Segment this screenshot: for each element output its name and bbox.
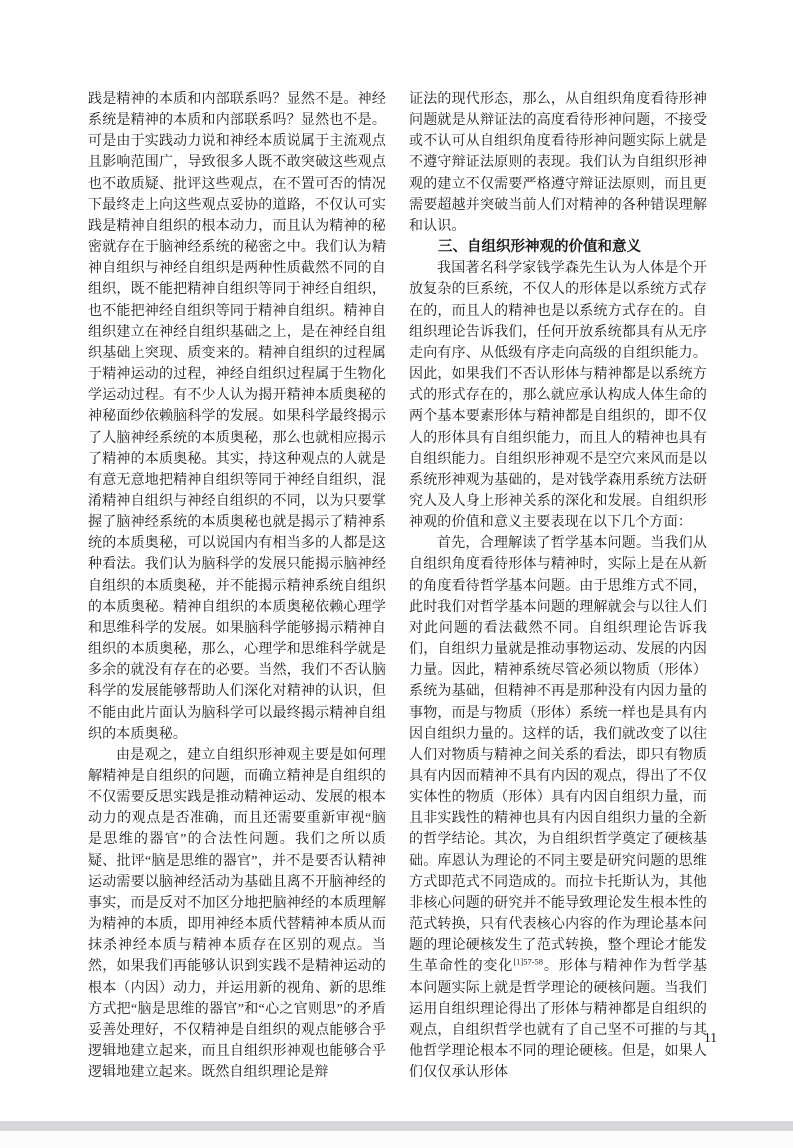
page-number: 11 — [704, 1030, 717, 1045]
paragraph-text-after-citation: 。形体与精神作为哲学基本问题实际上就是哲学理论的硬核问题。当我们运用自组织理论得出了形体与精神都是自组织的观点，自组织哲学也就有了自己坚不可摧的与其他哲学理论根本不同的理论硬核。但是，如果人们仅仅承认形体 — [409, 959, 707, 1081]
citation-superscript: [1]57-58 — [513, 956, 544, 967]
left-paragraph-2: 由是观之，建立自组织形神观主要是如何理解精神是自组织的问题，而确立精神是自组织的不仅需要反思实践是推动精神运动、发展的根本动力的观点是否准确，而且还需要重新审视“脑是思维的器官”的合法性问题。我们之所以质疑、批评“脑是思维的器官”，并不是要否认精神运动需要以脑神经活动为基础且离不开脑神经的事实，而是反对不加区分地把脑神经的本质理解为精神的本质，即用神经本质代替精神本质从而抹杀神经本质与精神本质存在区别的观点。当然，如果我们再能够认识到实践不是精神运动的根本（内因）动力，并运用新的视角、新的思维方式把“脑是思维的器官”和“心之官则思”的矛盾妥善处理好，不仅精神是自组织的观点能够合乎逻辑地建立起来，而且自组织形神观也能够合乎逻辑地建立起来。既然自组织理论是辩 — [88, 747, 386, 1081]
right-paragraph-continuation: 证法的现代形态，那么，从自组织角度看待形神问题就是从辩证法的高度看待形神问题，不接受或不认可从自组织角度看待形神问题实际上就是不遵守辩证法原则的表现。我们认为自组织形神观的建立不仅需要严格遵守辩证法原则，而且更需要超越并突破当前人们对精神的各种错误理解和认识。 — [409, 92, 707, 234]
right-column — [409, 89, 707, 1083]
paragraph-text-before-citation: 首先，合理解读了哲学基本问题。当我们从自组织角度看待形体与精神时，实际上是在从新的角度看待哲学基本问题。由于思维方式不同，此时我们对哲学基本问题的理解就会与以往人们对此问题的看法截然不同。自组织理论告诉我们，自组织力量就是推动事物运动、发展的内因力量。因此，精神系统尽管必须以物质（形体）系统为基础，但精神不再是那种没有内因力量的事物，而是与物质（形体）系统一样也是具有内因自组织力量的。这样的话，我们就改变了以往人们对物质与精神之间关系的看法，即只有物质具有内因而精神不具有内因的观点，得出了不仅实体性的物质（形体）具有内因自组织力量，而且非实践性的精神也具有内因自组织力量的全新的哲学结论。其次，为自组织哲学奠定了硬核基础。库恩认为理论的不同主要是研究问题的思维方式即范式不同造成的。而拉卡托斯认为，其他非核心问题的研究并不能导致理论发生根本性的范式转换，只有代表核心内容的作为理论基本问题的理论硬核发生了范式转换，整个理论才能发生革命性的变化 — [409, 536, 707, 975]
right-paragraph-3 — [409, 533, 707, 1083]
section-heading: 三、自组织形神观的价值和意义 — [438, 239, 641, 256]
scan-edge-shadow — [0, 1121, 793, 1131]
left-paragraph-continuation: 践是精神的本质和内部联系吗？显然不是。神经系统是精神的本质和内部联系吗？显然也不是。可是由于实践动力说和神经本质说属于主流观点且影响范围广，导致很多人既不敢突破这些观点也不敢质疑、批评这些观点，在不置可否的情况下最终走上向这些观点妥协的道路，不仅认可实践是精神自组织的根本动力，而且认为精神的秘密就存在于脑神经系统的秘密之中。我们认为精神自组织与神经自组织是两种性质截然不同的自组织，既不能把精神自组织等同于神经自组织，也不能把神经自组织等同于精神自组织。精神自组织建立在神经自组织基础之上，是在神经自组织基础上突现、质变来的。精神自组织的过程属于精神运动的过程，神经自组织过程属于生物化学运动过程。有不少人认为揭开精神本质奥秘的神秘面纱依赖脑科学的发展。如果科学最终揭示了人脑神经系统的本质奥秘，那么也就相应揭示了精神的本质奥秘。其实，持这种观点的人就是有意无意地把精神自组织等同于神经自组织，混淆精神自组织与神经自组织的不同，以为只要掌握了脑神经系统的本质奥秘也就是揭示了精神系统的本质奥秘，可以说国内有相当多的人都是这种看法。我们认为脑科学的发展只能揭示脑神经自组织的本质奥秘，并不能揭示精神系统自组织的本质奥秘。精神自组织的本质奥秘依赖心理学和思维科学的发展。如果脑科学能够揭示精神自组织的本质奥秘，那么，心理学和思维科学就是多余的就没有存在的必要。当然，我们不否认脑科学的发展能够帮助人们深化对精神的认识，但不能由此片面认为脑科学可以最终揭示精神自组织的本质奥秘。 — [88, 92, 386, 742]
scan-margin-below-edge — [0, 1131, 793, 1148]
right-paragraph-2: 我国著名科学家钱学森先生认为人体是个开放复杂的巨系统，不仅人的形体是以系统方式存在的，而且人的精神也是以系统方式存在的。自组织理论告诉我们，任何开放系统都具有从无序走向有序、从低级有序走向高级的自组织能力。因此，如果我们不否认形体与精神都是以系统方式的形式存在的，那么就应承认构成人体生命的两个基本要素形体与精神都是自组织的，即不仅人的形体具有自组织能力，而且人的精神也具有自组织能力。自组织形神观不是空穴来风而是以系统形神观为基础的，是对钱学森用系统方法研究人及人身上形神关系的深化和发展。自组织形神观的价值和意义主要表现在以下几个方面： — [409, 261, 707, 531]
left-column — [88, 89, 386, 1083]
